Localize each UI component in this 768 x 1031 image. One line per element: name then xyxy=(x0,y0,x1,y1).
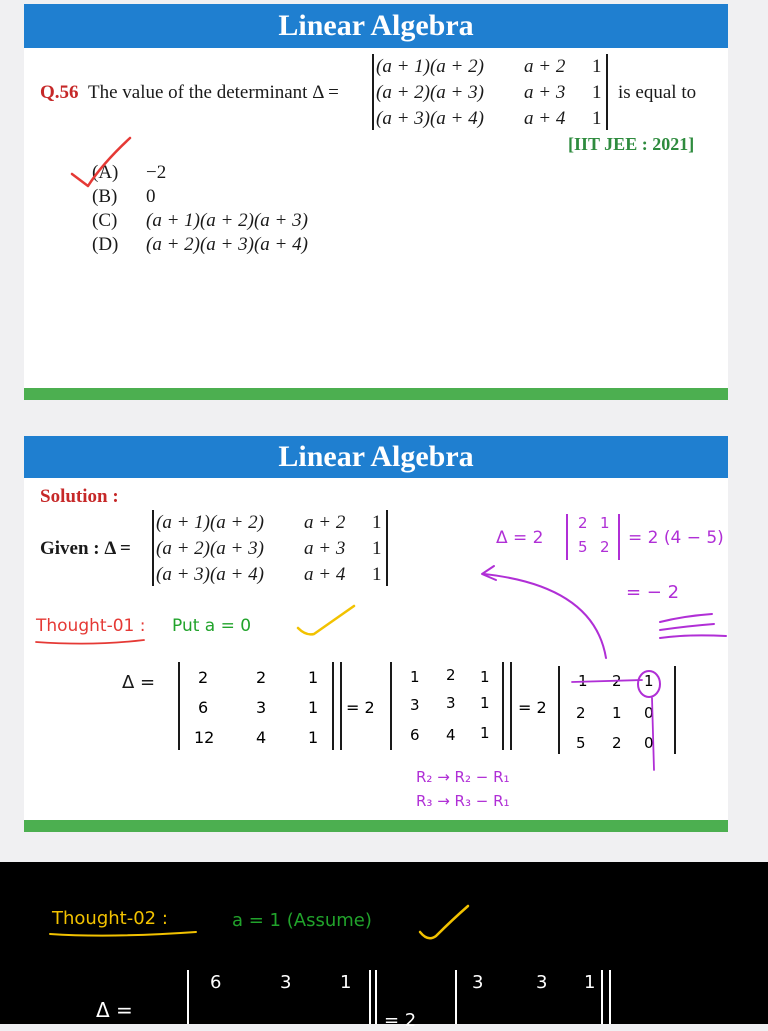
option-value-a: −2 xyxy=(146,162,167,183)
matrix-cell: (a + 2)(a + 3) xyxy=(156,538,264,559)
matrix-cell: 1 xyxy=(480,668,490,686)
option-value-d: (a + 2)(a + 3)(a + 4) xyxy=(146,234,308,255)
matrix-cell: 12 xyxy=(194,728,215,747)
option-value-c: (a + 1)(a + 2)(a + 3) xyxy=(146,210,308,231)
matrix-cell: a + 2 xyxy=(524,56,566,77)
matrix-cell: 0 xyxy=(644,704,654,722)
matrix-cell: (a + 3)(a + 4) xyxy=(156,564,264,585)
matrix-cell: 1 xyxy=(644,672,654,690)
matrix-cell: 2 xyxy=(446,666,456,684)
matrix-cell: a + 3 xyxy=(304,538,346,559)
solution-annotations xyxy=(24,436,728,832)
matrix-cell: 1 xyxy=(480,724,490,742)
matrix-cell: a + 4 xyxy=(524,108,566,129)
slide-footer-bar xyxy=(24,820,728,832)
matrix-cell: (a + 3)(a + 4) xyxy=(376,108,484,129)
equals-two-2: = 2 xyxy=(518,698,547,717)
matrix-cell: 5 xyxy=(578,538,588,556)
matrix-cell: 4 xyxy=(256,728,267,747)
question-slide xyxy=(24,4,728,400)
matrix-cell: 1 xyxy=(372,538,382,559)
matrix-cell: 6 xyxy=(198,698,209,717)
matrix-cell: 1 xyxy=(410,668,420,686)
matrix-cell: 3 xyxy=(256,698,267,717)
matrix-cell: 1 xyxy=(308,728,319,747)
matrix-cell: 2 xyxy=(612,672,622,690)
matrix-cell: 2 xyxy=(256,668,267,687)
option-value-b: 0 xyxy=(146,186,156,207)
matrix-cell: (a + 2)(a + 3) xyxy=(376,82,484,103)
board-delta-equals: Δ = xyxy=(96,998,133,1022)
slide-title: Linear Algebra xyxy=(24,4,728,48)
matrix-cell: 4 xyxy=(446,726,456,744)
matrix-cell: 1 xyxy=(308,668,319,687)
option-label-d: (D) xyxy=(92,234,119,255)
option-label-b: (B) xyxy=(92,186,118,207)
answer-check-mark xyxy=(24,4,728,400)
matrix-cell: 1 xyxy=(578,672,588,690)
matrix-cell: 2 xyxy=(612,734,622,752)
matrix-cell: 0 xyxy=(644,734,654,752)
solution-slide xyxy=(24,436,728,832)
matrix-cell: 2 xyxy=(578,514,588,532)
thought-02-label: Thought-02 : xyxy=(52,908,168,929)
board-cell: 3 xyxy=(472,972,484,993)
matrix-cell: 5 xyxy=(576,734,586,752)
board-cell: 6 xyxy=(210,972,222,993)
matrix-cell: 1 xyxy=(592,56,602,77)
matrix-cell: a + 2 xyxy=(304,512,346,533)
matrix-cell: 1 xyxy=(308,698,319,717)
question-number: Q.56 xyxy=(40,82,79,103)
exam-source: [IIT JEE : 2021] xyxy=(568,134,695,154)
board-annotations xyxy=(0,862,768,1024)
put-a-zero-note: Put a = 0 xyxy=(172,616,252,636)
delta-equals: Δ = xyxy=(122,672,156,693)
given-label: Given : Δ = xyxy=(40,538,131,559)
row-operation-1: R₂ → R₂ − R₁ xyxy=(416,768,510,786)
side-calc-answer: = − 2 xyxy=(626,582,680,603)
question-tail: is equal to xyxy=(618,82,697,103)
matrix-cell: (a + 1)(a + 2) xyxy=(156,512,264,533)
board-cell: 3 xyxy=(280,972,292,993)
slide-title: Linear Algebra xyxy=(24,436,728,478)
matrix-cell: (a + 1)(a + 2) xyxy=(376,56,484,77)
board-equals-two: = 2 xyxy=(384,1010,417,1031)
matrix-cell: 2 xyxy=(198,668,209,687)
question-text: The value of the determinant Δ = xyxy=(88,82,339,103)
matrix-cell: 1 xyxy=(592,82,602,103)
row-operation-2: R₃ → R₃ − R₁ xyxy=(416,792,510,810)
option-label-a: (A) xyxy=(92,162,119,183)
board-cell: 1 xyxy=(340,972,352,993)
option-label-c: (C) xyxy=(92,210,118,231)
board-cell: 3 xyxy=(536,972,548,993)
board-cell: 1 xyxy=(584,972,596,993)
matrix-cell: 3 xyxy=(410,696,420,714)
slide-footer-bar xyxy=(24,388,728,400)
matrix-cell: 1 xyxy=(592,108,602,129)
thought-01-label: Thought-01 : xyxy=(36,616,146,636)
solution-label: Solution : xyxy=(40,486,119,507)
matrix-cell: a + 3 xyxy=(524,82,566,103)
matrix-cell: 2 xyxy=(600,538,610,556)
assume-note: a = 1 (Assume) xyxy=(232,910,372,931)
side-calc-result: = 2 (4 − 5) xyxy=(628,528,724,548)
blackboard-notes xyxy=(0,862,768,1031)
matrix-cell: 6 xyxy=(410,726,420,744)
side-calc-start: Δ = 2 xyxy=(496,528,544,548)
matrix-cell: 3 xyxy=(446,694,456,712)
matrix-cell: 1 xyxy=(372,512,382,533)
matrix-cell: 2 xyxy=(576,704,586,722)
matrix-cell: a + 4 xyxy=(304,564,346,585)
matrix-cell: 1 xyxy=(372,564,382,585)
matrix-cell: 1 xyxy=(480,694,490,712)
equals-two-1: = 2 xyxy=(346,698,375,717)
matrix-cell: 1 xyxy=(612,704,622,722)
matrix-cell: 1 xyxy=(600,514,610,532)
